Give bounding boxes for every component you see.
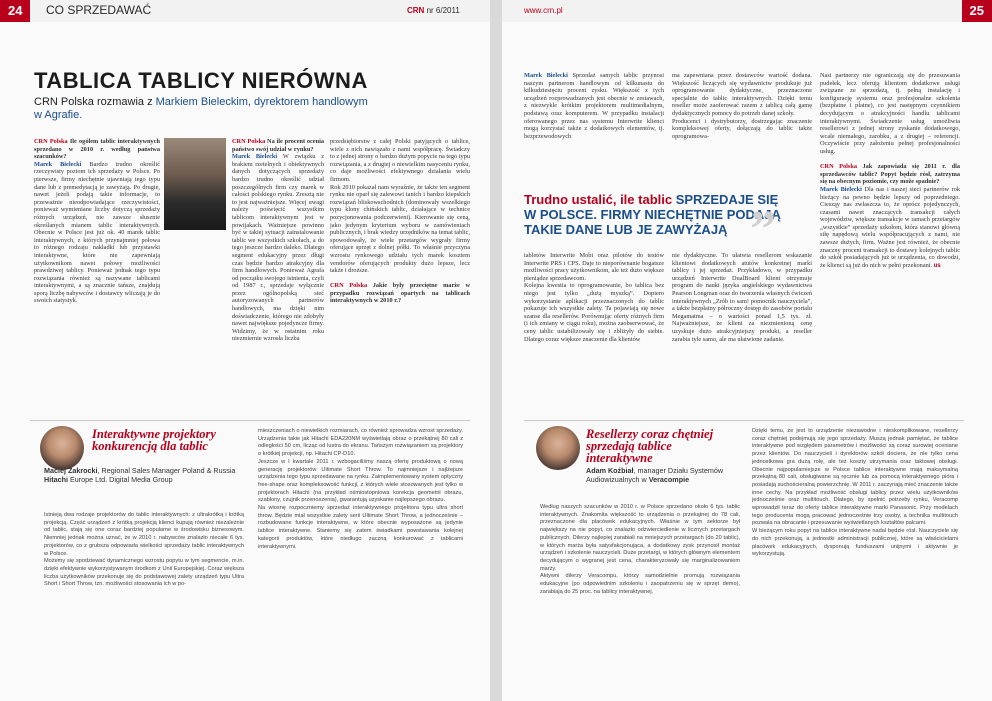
right-box-paragraph-1: Według naszych szacunków w 2010 r. w Polsce sprzedano około 6 tys. tablic interaktywnych. Znakomita większość to urządzenia o przekątnej do 78 cali, przeznaczone dla placówek edukacyjnych. Właśnie w tym sektorze był największy na nie popyt, co znalazło odzwierciedlenie w licznych przetargach publicznych. Dilerzy najlepiej zarabiali na mniejszych przetargach (do 20 tablic), w których marża była satysfakcjonująca, a dodatkowy zysk przynosił montaż urządzeń i szkolenie nauczycieli. Duże przetargi, w których głównym elementem decydującym o wygranej jest cena, charakteryzowały się marginalizowaniem marży. bbox=[540, 504, 740, 572]
question-2: Na ile procent ocenia państwo swój udział w rynku? bbox=[232, 138, 324, 153]
left-box-divider bbox=[30, 420, 470, 421]
left-page-number: 24 bbox=[0, 0, 30, 22]
a-label: Marek Bielecki bbox=[232, 153, 278, 161]
col5-paragraph-3: nie dydaktyczne. To ułatwia resellerom wskazanie klientowi dodatkowych atutów konkretnej marki tablicy i jej sprzedaż. Przykładowo, w przypadku urządzeń Interwrite DualBoard klient otrzymuje program do nauki języka angielskiego wydawnictwa Pearson Longman oraz do tworzenia własnych ćwiczeń interaktywnych „Zrób to sam! pomocnik nauczyciela”, a także bezpłatny półroczny dostęp do zasobów portalu Megamatma – o wartości ponad 1,5 tys. zł. Najważniejsze, że klient za niezmienioną cenę uzyskuje dużo atrakcyjniejszy produkt, a reseller zarabia tyle samo, ale ma ułatwione zadanie. bbox=[672, 252, 812, 343]
subtitle-prefix: CRN Polska rozmawia z bbox=[34, 96, 156, 108]
issue-label bbox=[407, 6, 460, 15]
section-header: CO SPRZEDAWAĆ bbox=[46, 3, 152, 17]
col3-paragraph-2: Rok 2010 pokazał nam wyraźnie, że także ten segment rynku nie oparł się zalewowi tanich i bardzo kiepskich rozwiązań bliskowschodnich (dominowały wszelkiego typu klony chińskich tablic, działające w technice pozycjonowania podczerwieni). Kierowanie się ceną, jako jedynym kryterium wyboru w zamówieniach publicznych, i brak wiedzy urzędników na temat tablic, spowodowały, że wiele przetargów wygrały firmy oferujące sprzęt z dolnej półki. To właśnie przyczyna wzrostu rynkowego udziału tych marek kosztem vendorów oferujących produkty dużo lepsze, lecz także i droższe. bbox=[330, 183, 470, 275]
answer-3: Sprzedaż samych tablic przynosi naszym partnerom handlowym od kilkunastu do kilkudziesięciu procent zysku. Większość z tych urządzeń rozprowadzanych jest obecnie w zestawach, z niezwykle krótkim projektorem multimedialnym, podstawą oraz komputerem. W przypadku instalacji oferowanego przez nas systemu Interwrite klienci mogą korzystać także z dodatkowych elementów, tj. bezprzewodowych bbox=[524, 72, 665, 140]
byline-company: Hitachi bbox=[44, 475, 68, 484]
column-4-bottom bbox=[524, 252, 664, 414]
left-box-title: Interaktywne projektory konkurencją dla tablic bbox=[92, 427, 216, 453]
question-4: Jak zapowiada się 2011 r. dla sprzedawców tablic? Popyt będzie rósł, zatrzyma się na obecnym poziomie, czy może spadnie? bbox=[820, 163, 960, 186]
col4-paragraph-1: tabletów Interwrite Mobi oraz pilotów do testów Interwrite PRS i CPS. Daje to nieporównanie bogatsze możliwości pracy użytkownikom, ale też dużo większe pieniądze sprzedawcom. bbox=[524, 252, 664, 282]
a-label: Marek Bielecki bbox=[524, 72, 568, 79]
left-box-paragraph-1: Istnieją dwa rodzaje projektorów do tablic interaktywnych: z ultrakrótką i krótką projekcją. Część urządzeń z krótką projekcją klienci kupują również niezależnie od tablic, stają się one coraz bardziej popularne w środowisku biznesowym. Niemniej jednak można uznać, że w 2010 r. nabywców znalazło niecałe 6 tys. projektorów, co z grubsza odpowiada wielkości sprzedaży tablic interaktywnych w Polsce. bbox=[44, 512, 244, 557]
article-title: TABLICA TABLICY NIERÓWNA bbox=[34, 68, 368, 93]
q-label: CRN Polska bbox=[820, 163, 857, 171]
column-5-bottom bbox=[672, 252, 812, 414]
quote-red-part: Trudno ustalić, ile tablic bbox=[524, 192, 676, 207]
right-box-divider bbox=[524, 420, 964, 421]
byline-company: Veracompie bbox=[648, 475, 690, 484]
subtitle-person: Markiem Bieleckim, dyrektorem handlowym bbox=[155, 96, 368, 108]
left-box-column-1 bbox=[44, 512, 244, 642]
column-3 bbox=[330, 138, 470, 413]
left-box-paragraph-3: mieszczeniach o niewielkich rozmiarach, co również sprowadza wzrost sprzedaży. Urządzenia takie jak Hitachi EDA220NM wyświetlają obraz o przekątnej 80 cali z odległości 50 cm, licząc od lustra do ekranu. Tańszym rozwiązaniem są projektory o krótkiej projekcji, np. Hitachi CP-D10. bbox=[258, 428, 463, 458]
answer-1: Bardzo trudno określić rzeczywisty poziom ich sprzedaży w Polsce. Po pierwsze, firmy niechętnie ujawniają tego typu dane lub z premedytacją je zawyżają. Po drugie, nawet jeżeli podają takie informacje, to przeważnie nieodpowiadające rzeczywistości, ponieważ wymieniane liczby dotyczą sprzedaży różnych urządzeń, nie zawsze słusznie określanych mianem tablic interaktywnych. Obecnie w Polsce jest już ok. 40 marek tablic interaktywnych, z których przynajmniej połowa to różnego rodzaju nakładki lub przystawki interaktywne, które nie zapewniają użytkownikom nawet połowy możliwości prawdziwej tablicy. Ponieważ jednak tego typu rozwiązania również są nazywane tablicami interaktywnymi, a są znacznie tańsze, znajdują sporą liczbę nabywców i dostawcy wliczają je do swoich statystyk. bbox=[34, 160, 161, 305]
col6-paragraph-1: Nasi partnerzy nie ograniczają się do przesuwania pudełek, lecz oferują klientom dodatkowe usługi związane ze sprzedażą, tj. pełną instalację i konfigurację systemu oraz profesjonalne szkolenia (bezpłatne i płatne), co jest następnym czynnikiem decydującym o atrakcyjności handlu tablicami interaktywnymi. Świadczenie usług umożliwia resellerowi z jednej strony zyskanie dodatkowego, wcale niemałego, zarobku, a z drugiej – referencji. Oczywiście przy założeniu pełnej profesjonalności usług. bbox=[820, 72, 960, 155]
byline-role: , Regional Sales Manager Poland & Russia bbox=[97, 466, 236, 475]
q-label: CRN Polska bbox=[34, 138, 68, 145]
left-box-paragraph-5: Na wiosnę rozpoczniemy sprzedaż interaktywnego projektora typu ultra short throw. Będzie miał wszystkie zalety serii Ultimate Short Throw, a jednocześnie – rozbudowane funkcje interaktywne, w które obecnie wyposażone są jedynie tablice interaktywne. Staniemy się zatem świadkami powstawania kolejnej kategorii produktów, które niedługo zaczną konkurować z tablicami interaktywnymi. bbox=[258, 505, 463, 550]
issue-number: nr 6/2011 bbox=[426, 6, 460, 15]
answer-2: W związku z brakiem rzetelnych i obiektywnych danych dotyczących sprzedaży bardzo trudno określić udział poszczególnych firm czy marek w całości polskiego rynku. Zresztą nie to jest najważniejsze. Więcej uwagi należy poświęcić wszystkim tablicom interaktywnym jest w powijakach. Ważniejsze powinno być w takiej sytuacji zainstalowanie tablic we wszystkich szkołach, a do tego jeszcze bardzo daleko. Dlatego segment edukacyjny przez długi czas będzie bardzo atrakcyjny dla firm handlowych. Ponieważ Agrafa od początku swojego istnienia, czyli od 1987 r., sprzedaje wyłącznie przez ogólnopolską sieć autoryzowanych partnerów handlowych, ma dzięki nim doświadczenie, którego nie zdobyły nawet największe pojedyncze firmy. Widzimy, że w ostatnim roku niezmiernie wzrosła liczba bbox=[232, 153, 324, 343]
column-1-bottom bbox=[34, 229, 226, 409]
website-url: www.crn.pl bbox=[524, 6, 563, 15]
question-1: Ile ogółem tablic interaktywnych sprzedano w 2010 r. według państwa szacunków? bbox=[34, 138, 160, 161]
column-5-top bbox=[672, 72, 812, 182]
interviewee-photo bbox=[164, 138, 226, 230]
subtitle-company: w Agrafie. bbox=[34, 109, 83, 121]
byline-role: , manager Działu Systemów Audiowizualnych w bbox=[586, 466, 724, 484]
quote-mark-icon: ” bbox=[750, 201, 776, 258]
byline-person: Adam Koźbiał bbox=[586, 466, 634, 475]
right-page-number: 25 bbox=[962, 0, 992, 22]
left-box-column-2 bbox=[258, 428, 463, 643]
right-box-column-1 bbox=[540, 504, 740, 642]
article-subtitle bbox=[34, 96, 414, 122]
right-box-paragraph-2: Aktywni dilerzy Veracompu, którzy samodzielnie promują rozwiązania edukacyjne (po odpowiednim szkoleniu i zaopatrzeniu się w sprzęt demo), zarabiają do 25 proc. na tablicy interaktywnej. bbox=[540, 573, 740, 595]
page-gutter bbox=[490, 0, 502, 701]
right-box-column-2 bbox=[752, 428, 958, 643]
q-label: CRN Polska bbox=[232, 138, 266, 145]
right-box-title: Resellerzy coraz chętniej sprzedają tablice interaktywne bbox=[586, 427, 714, 465]
col5-paragraph-2: Producenci i dystrybutorzy, dostrzegając znaczenie kompleksowej oferty, dołączają do tablic także oprogramowa- bbox=[672, 117, 812, 140]
end-mark: us bbox=[933, 262, 941, 269]
left-box-byline bbox=[44, 466, 244, 484]
column-6 bbox=[820, 72, 960, 414]
left-box-paragraph-4: Jeszcze w I kwartale 2011 r. wzbogaciliśmy naszą ofertę produktową o nową generację projektorów Ultimate Short Throw. To najmniejsze i najlżejsze urządzenia tego typu sprzedawane na rynku. Zaimplementowany system optyczny free-shape oraz kompleksowość funkcji, z których wiele stosowanych jest tylko w projektorach Hitachi (na przykład ośmiostopniowa korekcja geometrii obrazu, szablony, czujnik przenoszenia), gwarantują uzyskanie najlepszego obrazu. bbox=[258, 458, 463, 504]
right-box-byline bbox=[586, 466, 736, 484]
kozbial-avatar bbox=[536, 426, 580, 470]
byline-person: Maciej Zakrocki bbox=[44, 466, 98, 475]
col4-paragraph-2: Kolejna kwestia to oprogramowanie, bo tablica bez niego jest tylko „dużą myszką”. Dopiero wykorzystanie aplikacji przeznaczonych do tablic pokazuje ich wszystkie zalety. Ta pojawiają się nowe szanse dla resellerów. Porównując oferty różnych firm (i ich zmiany w ciągu roku), można zaobserwować, że ceny tablic ustabilizowały się i zbliżyły do siebie. Dlatego coraz większe znaczenie dla klientów bbox=[524, 282, 664, 343]
q-label: CRN Polska bbox=[330, 282, 368, 290]
right-box-paragraph-4: W bieżącym roku popyt na tablice interaktywne nadal będzie rósł. Nauczyciele się do nich przekonują, a jednostki administracji publicznej, które są właścicielami placówek edukacyjnych, dysponują funduszami unijnymi i aktywnie je wykorzystują. bbox=[752, 528, 958, 558]
a-label: Marek Bielecki bbox=[34, 160, 82, 168]
zakrocki-avatar bbox=[40, 426, 84, 470]
a-label: Marek Bielecki bbox=[820, 185, 862, 193]
answer-4: Dla nas i naszej sieci partnerów rok bieżący na pewno będzie lepszy od poprzedniego. Ciesząy nas zwłaszcza to, że oprócz pojedynczych, czasami nawet znaczących transakcji całych województw, większe transakcje w ramach przetargów „wszystkie” sprzedaży szkołom, która stanowi główną siłę napędową wielu współpracujących z nami, nie zawsze dużych, firm. Ważne jest również, że obecnie znaczny procent transakcji to dostawy kolejnych tablic do szkół posiadających już te urządzenia, co dowodzi, że klienci są już do nich w pełni przekonani. bbox=[820, 185, 961, 269]
quote-blue-part: SPRZEDAJE SIĘ W POLSCE. FIRMY NIECHĘTNIE PODAJĄ TAKIE DANE LUB JE ZAWYŻAJĄ bbox=[524, 192, 781, 237]
right-box-paragraph-3: Dzięki temu, że jest to urządzenie niezawodne i nieskomplikowane, resellerzy coraz chętniej podejmują się jego sprzedaży. Muszą jednak pamiętać, że tablice interaktywne pod względem parametrów i możliwości są coraz surowiej oceniane przez klientów. Do nauczycieli i dyrektorów szkół dociera, że nie tylko cena jednostkowa gra dużą rolę, ale też koszty utrzymania oraz taktowej obsługi. Obecnie najpopularniejsze w Polsce tablice interaktywne mają maksymalną przekątną 80 cali, obsługiwane są ręcznie lub za pomocą interaktywnego pióra i posiadają suchościeralną powierzchnię. W 2011 r. zaczynają mieć znaczenie także inne cechy. Na przykład możliwość obsługi tablicy przez wielu użytkowników jednocześnie oraz multitouch. Dlatego, by spełnić potrzeby rynku, Veracomp wprowadził teraz do oferty tablice interaktywne marki Panasonic. Przy modelach tego producenta mogą pracować jednocześnie trzy osoby, a technika multitouch pozwala na obracanie i przesuwanie wyświetlanych kształtów palcami. bbox=[752, 428, 958, 527]
magazine-brand: CRN bbox=[407, 6, 425, 15]
question-3: Jakie były przeciętne marże w przypadku rozwiązań opartych na tablicach interaktywnych w 2010 r.? bbox=[330, 282, 470, 305]
col3-paragraph-1: przedsiębiorstw z całej Polski patyjących o tablice, wiele z nich nawiązało z nami współpracę. Świadczy to z jednej strony o bardzo dużym popycie na tego typu rozwiązania, a z drugiej o niewielkim nasyceniu rynku, co daje możliwości efektywnego działania wielu firmom. bbox=[330, 138, 470, 183]
col5-paragraph-1: ma zapewniana przez dostawców wartość dodana. Większość liczących się wydawnictw produkuje już oprogramowanie dydaktyczne, przeznaczone specjalnie do tablic interaktywnych. Dzięki temu reseller może zaoferować razem z tablicą całą gamę dydaktycznych pomocy do potrzeb danej szkoły. bbox=[672, 72, 812, 117]
left-box-paragraph-2: Możemy się spodziewać dynamicznego wzrostu popytu w tym segmencie, m.in. dzięki efektywnie wykorzystywanym środkom z Unii Europejskiej. Coraz większa liczba użytkowników przekonuje się do podstawowej zalety urządzeń typu Ultra Short i Short Throw, tzn. możliwości stosowania ich w po- bbox=[44, 558, 244, 588]
column-2 bbox=[232, 138, 324, 413]
column-4-top bbox=[524, 72, 664, 182]
column-1-top bbox=[34, 138, 161, 305]
byline-role-suffix: Europe Ltd. Digital Media Group bbox=[67, 475, 173, 484]
